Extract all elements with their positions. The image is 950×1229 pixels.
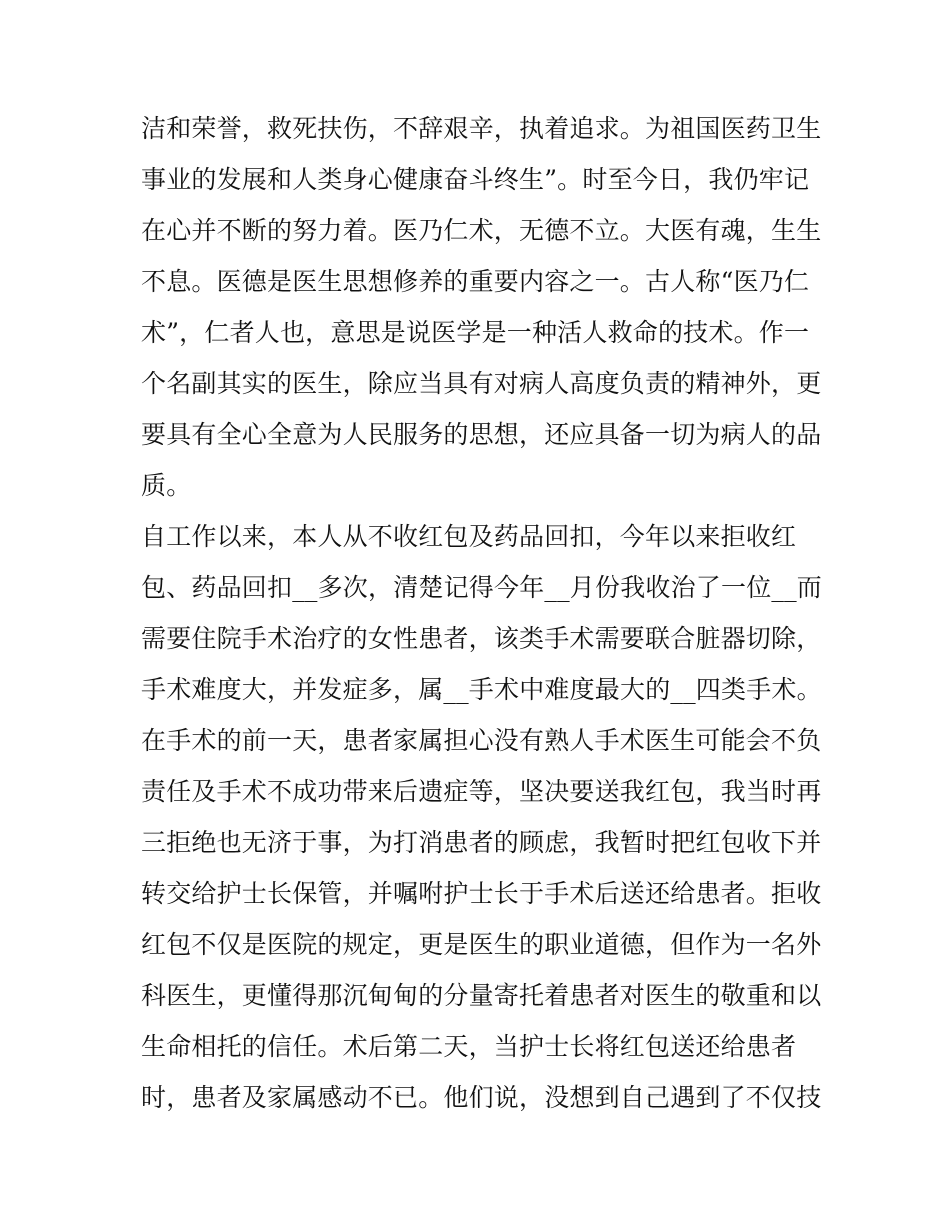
text-line: 在心并不断的努力着。医乃仁术，无德不立。大医有魂，生生 — [141, 216, 822, 245]
text-line: 洁和荣誉，救死扶伤，不辞艰辛，执着追求。为祖国医药卫生 — [141, 114, 822, 143]
text-line: 生命相托的信任。术后第二天，当护士长将红包送还给患者 — [141, 1032, 797, 1061]
text-line: 术”，仁者人也，意思是说医学是一种活人救命的技术。作一 — [141, 318, 810, 347]
text-line: 科医生，更懂得那沉甸甸的分量寄托着患者对医生的敬重和以 — [141, 981, 822, 1010]
text-line: 自工作以来，本人从不收红包及药品回扣，今年以来拒收红 — [141, 522, 797, 551]
text-line: 手术难度大，并发症多，属__手术中难度最大的__四类手术。 — [141, 675, 822, 704]
text-line: 要具有全心全意为人民服务的思想，还应具备一切为病人的品 — [141, 420, 822, 449]
text-line: 责任及手术不成功带来后遗症等，坚决要送我红包，我当时再 — [141, 777, 822, 806]
text-line: 个名副其实的医生，除应当具有对病人高度负责的精神外，更 — [141, 369, 822, 398]
text-line: 在手术的前一天，患者家属担心没有熟人手术医生可能会不负 — [141, 726, 822, 755]
text-line: 时，患者及家属感动不已。他们说，没想到自己遇到了不仅技 — [141, 1083, 822, 1112]
text-line: 包、药品回扣__多次，清楚记得今年__月份我收治了一位__而 — [141, 573, 823, 602]
text-line: 质。 — [141, 471, 192, 500]
text-line: 三拒绝也无济于事，为打消患者的顾虑，我暂时把红包收下并 — [141, 828, 822, 857]
text-line: 红包不仅是医院的规定，更是医生的职业道德，但作为一名外 — [141, 930, 822, 959]
text-line: 不息。医德是医生思想修养的重要内容之一。古人称“医乃仁 — [141, 267, 810, 296]
text-line: 转交给护士长保管，并嘱咐护士长于手术后送还给患者。拒收 — [141, 879, 822, 908]
text-line: 需要住院手术治疗的女性患者，该类手术需要联合脏器切除， — [141, 624, 822, 653]
text-line: 事业的发展和人类身心健康奋斗终生”。时至今日，我仍牢记 — [141, 165, 810, 194]
